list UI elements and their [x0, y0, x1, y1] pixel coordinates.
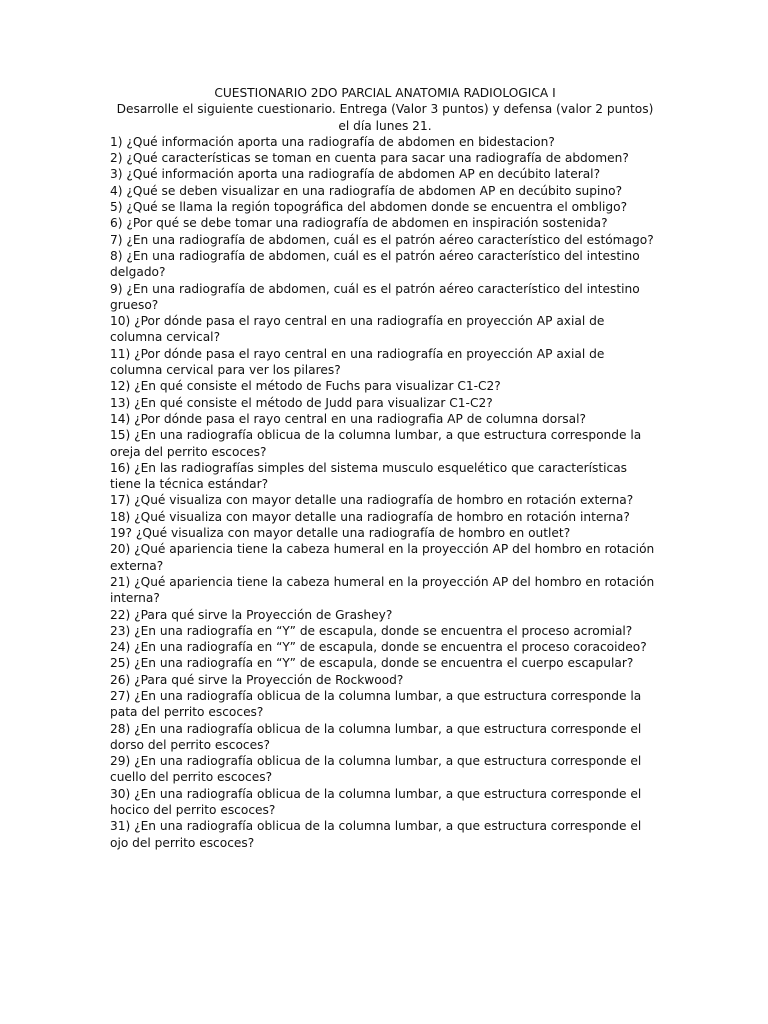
- question-item: 20) ¿Qué apariencia tiene la cabeza humeral en la proyección AP del hombro en rotación externa?: [110, 542, 655, 573]
- question-item: 21) ¿Qué apariencia tiene la cabeza humeral en la proyección AP del hombro en rotación interna?: [110, 574, 655, 606]
- question-item: 26) ¿Para qué sirve la Proyección de Rockwood?: [110, 672, 404, 687]
- question-item: 29) ¿En una radiografía oblicua de la columna lumbar, a que estructura corresponde el cuello del perrito escoces?: [110, 754, 642, 785]
- question-item: 16) ¿En las radiografías simples del sistema musculo esquelético que características tiene la técnica estándar?: [110, 460, 628, 492]
- question-item: 1) ¿Qué información aporta una radiografía de abdomen en bidestacion?: [110, 134, 555, 149]
- question-item: 13) ¿En qué consiste el método de Judd para visualizar C1-C2?: [110, 395, 493, 410]
- question-item: 27) ¿En una radiografía oblicua de la columna lumbar, a que estructura corresponde la pata del perrito escoces?: [110, 688, 642, 720]
- question-item: 7) ¿En una radiografía de abdomen, cuál es el patrón aéreo característico del estómago?: [110, 232, 654, 247]
- question-item: 11) ¿Por dónde pasa el rayo central en una radiografía en proyección AP axial de columna cervical para ver los pilares?: [110, 346, 605, 378]
- question-item: 12) ¿En qué consiste el método de Fuchs para visualizar C1-C2?: [110, 379, 501, 394]
- question-item: 9) ¿En una radiografía de abdomen, cuál es el patrón aéreo característico del intestino grueso?: [110, 281, 640, 312]
- question-item: 5) ¿Qué se llama la región topográfica del abdomen donde se encuentra el ombligo?: [110, 200, 628, 215]
- question-item: 15) ¿En una radiografía oblicua de la columna lumbar, a que estructura corresponde la oreja del perrito escoces?: [110, 428, 642, 459]
- question-item: 19? ¿Qué visualiza con mayor detalle una radiografía de hombro en outlet?: [110, 526, 571, 541]
- question-item: 30) ¿En una radiografía oblicua de la columna lumbar, a que estructura corresponde el hocico del perrito escoces?: [110, 786, 642, 818]
- question-item: 17) ¿Qué visualiza con mayor detalle una radiografía de hombro en rotación externa?: [110, 493, 634, 508]
- question-item: 25) ¿En una radiografía en “Y” de escapula, donde se encuentra el cuerpo escapular?: [110, 656, 634, 671]
- question-item: 22) ¿Para qué sirve la Proyección de Grashey?: [110, 607, 393, 622]
- question-item: 24) ¿En una radiografía en “Y” de escapula, donde se encuentra el proceso coracoideo?: [110, 640, 647, 655]
- question-item: 28) ¿En una radiografía oblicua de la columna lumbar, a que estructura corresponde el dorso del perrito escoces?: [110, 721, 642, 752]
- document-body: [110, 85, 660, 851]
- question-list: [110, 134, 660, 851]
- question-item: 8) ¿En una radiografía de abdomen, cuál es el patrón aéreo característico del intestino delgado?: [110, 248, 640, 280]
- question-item: 4) ¿Qué se deben visualizar en una radiografía de abdomen AP en decúbito supino?: [110, 183, 623, 198]
- question-item: 31) ¿En una radiografía oblicua de la columna lumbar, a que estructura corresponde el ojo del perrito escoces?: [110, 819, 642, 850]
- question-item: 18) ¿Qué visualiza con mayor detalle una radiografía de hombro en rotación interna?: [110, 509, 630, 524]
- document-instructions: Desarrolle el siguiente cuestionario. Entrega (Valor 3 puntos) y defensa (valor 2 puntos) el día lunes 21.: [116, 102, 654, 133]
- question-item: 2) ¿Qué características se toman en cuenta para sacar una radiografía de abdomen?: [110, 151, 629, 166]
- question-item: 6) ¿Por qué se debe tomar una radiografía de abdomen en inspiración sostenida?: [110, 216, 608, 231]
- question-item: 23) ¿En una radiografía en “Y” de escapula, donde se encuentra el proceso acromial?: [110, 623, 633, 638]
- document-title: CUESTIONARIO 2DO PARCIAL ANATOMIA RADIOLOGICA I: [214, 86, 556, 100]
- question-item: 14) ¿Por dónde pasa el rayo central en una radiografia AP de columna dorsal?: [110, 411, 586, 426]
- question-item: 10) ¿Por dónde pasa el rayo central en una radiografía en proyección AP axial de columna cervical?: [110, 314, 605, 345]
- question-item: 3) ¿Qué información aporta una radiografía de abdomen AP en decúbito lateral?: [110, 167, 601, 182]
